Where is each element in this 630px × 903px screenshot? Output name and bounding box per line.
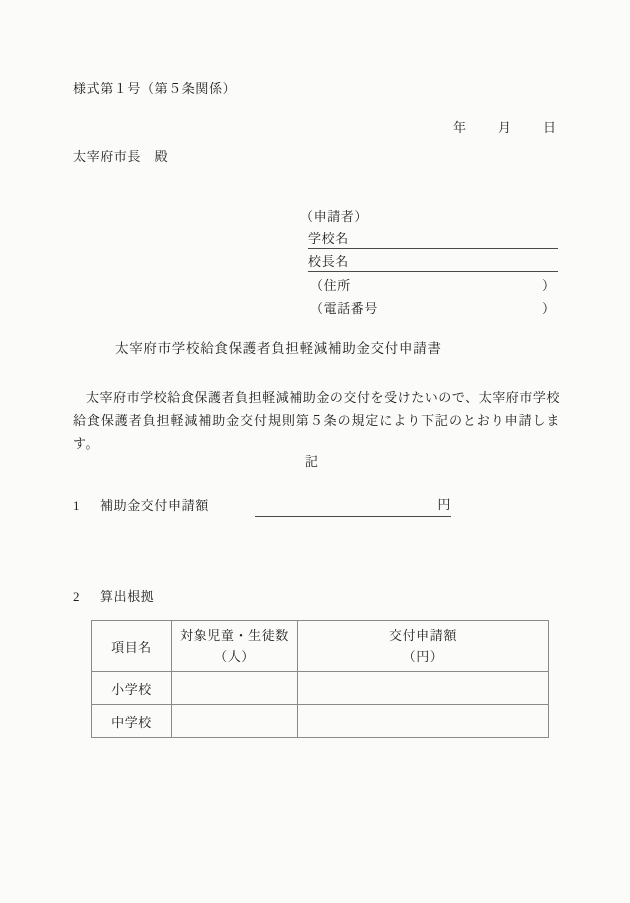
address-field[interactable] — [300, 274, 556, 297]
item2-label: 算出根拠 — [100, 589, 155, 604]
cell-elementary-count[interactable] — [172, 672, 298, 705]
school-name-label: 学校名 — [308, 231, 349, 246]
item1-amount-unit: 円 — [437, 497, 451, 512]
item2-number: 2 — [73, 589, 81, 604]
item1-label: 補助金交付申請額 — [100, 498, 209, 513]
addressee: 太宰府市長 殿 — [73, 149, 169, 164]
row-label-junior-high: 中学校 — [92, 705, 172, 738]
school-name-field[interactable] — [300, 228, 550, 251]
cell-elementary-amount[interactable] — [298, 672, 549, 705]
header-student-count — [172, 621, 298, 672]
row-label-elementary: 小学校 — [92, 672, 172, 705]
address-close-paren: ） — [542, 278, 556, 293]
header-item-name: 項目名 — [92, 621, 172, 672]
cell-junior-high-amount[interactable] — [298, 705, 549, 738]
school-name-rule — [308, 248, 558, 249]
phone-field[interactable] — [300, 297, 556, 320]
principal-name-label: 校長名 — [308, 254, 349, 269]
body-paragraph — [73, 386, 560, 455]
principal-name-field[interactable] — [300, 251, 550, 274]
date-year-label: 年 — [453, 120, 467, 135]
applicant-block — [300, 205, 556, 320]
table-header-row — [92, 621, 549, 672]
phone-close-paren: ） — [542, 301, 556, 316]
header-student-count-line1: 対象児童・生徒数 — [180, 628, 289, 643]
date-line — [440, 108, 556, 147]
header-amount-line2: （円） — [402, 649, 444, 664]
cell-junior-high-count[interactable] — [172, 705, 298, 738]
table-row — [92, 672, 549, 705]
item1-amount-field[interactable] — [255, 495, 451, 517]
applicant-heading: （申請者） — [300, 209, 369, 224]
calculation-basis-table — [91, 620, 549, 738]
phone-label: （電話番号 — [310, 301, 379, 316]
body-paragraph-text: 太宰府市学校給食保護者負担軽減補助金の交付を受けたいので、太宰府市学校給食保護者負担軽減補助金交付規則第５条の規定により下記のとおり申請します。 — [73, 390, 560, 451]
form-number: 様式第１号（第５条関係） — [73, 81, 237, 96]
address-label: （住所 — [310, 278, 351, 293]
item1-number: 1 — [73, 498, 81, 513]
header-amount-line1: 交付申請額 — [388, 628, 457, 643]
principal-name-rule — [308, 271, 558, 272]
header-student-count-line2: （人） — [214, 649, 255, 664]
date-day-label: 日 — [543, 120, 557, 135]
ki-marker: 記 — [305, 454, 319, 469]
header-amount — [298, 621, 549, 672]
table-row — [92, 705, 549, 738]
date-month-label: 月 — [498, 120, 512, 135]
document-title: 太宰府市学校給食保護者負担軽減補助金交付申請書 — [115, 341, 442, 356]
